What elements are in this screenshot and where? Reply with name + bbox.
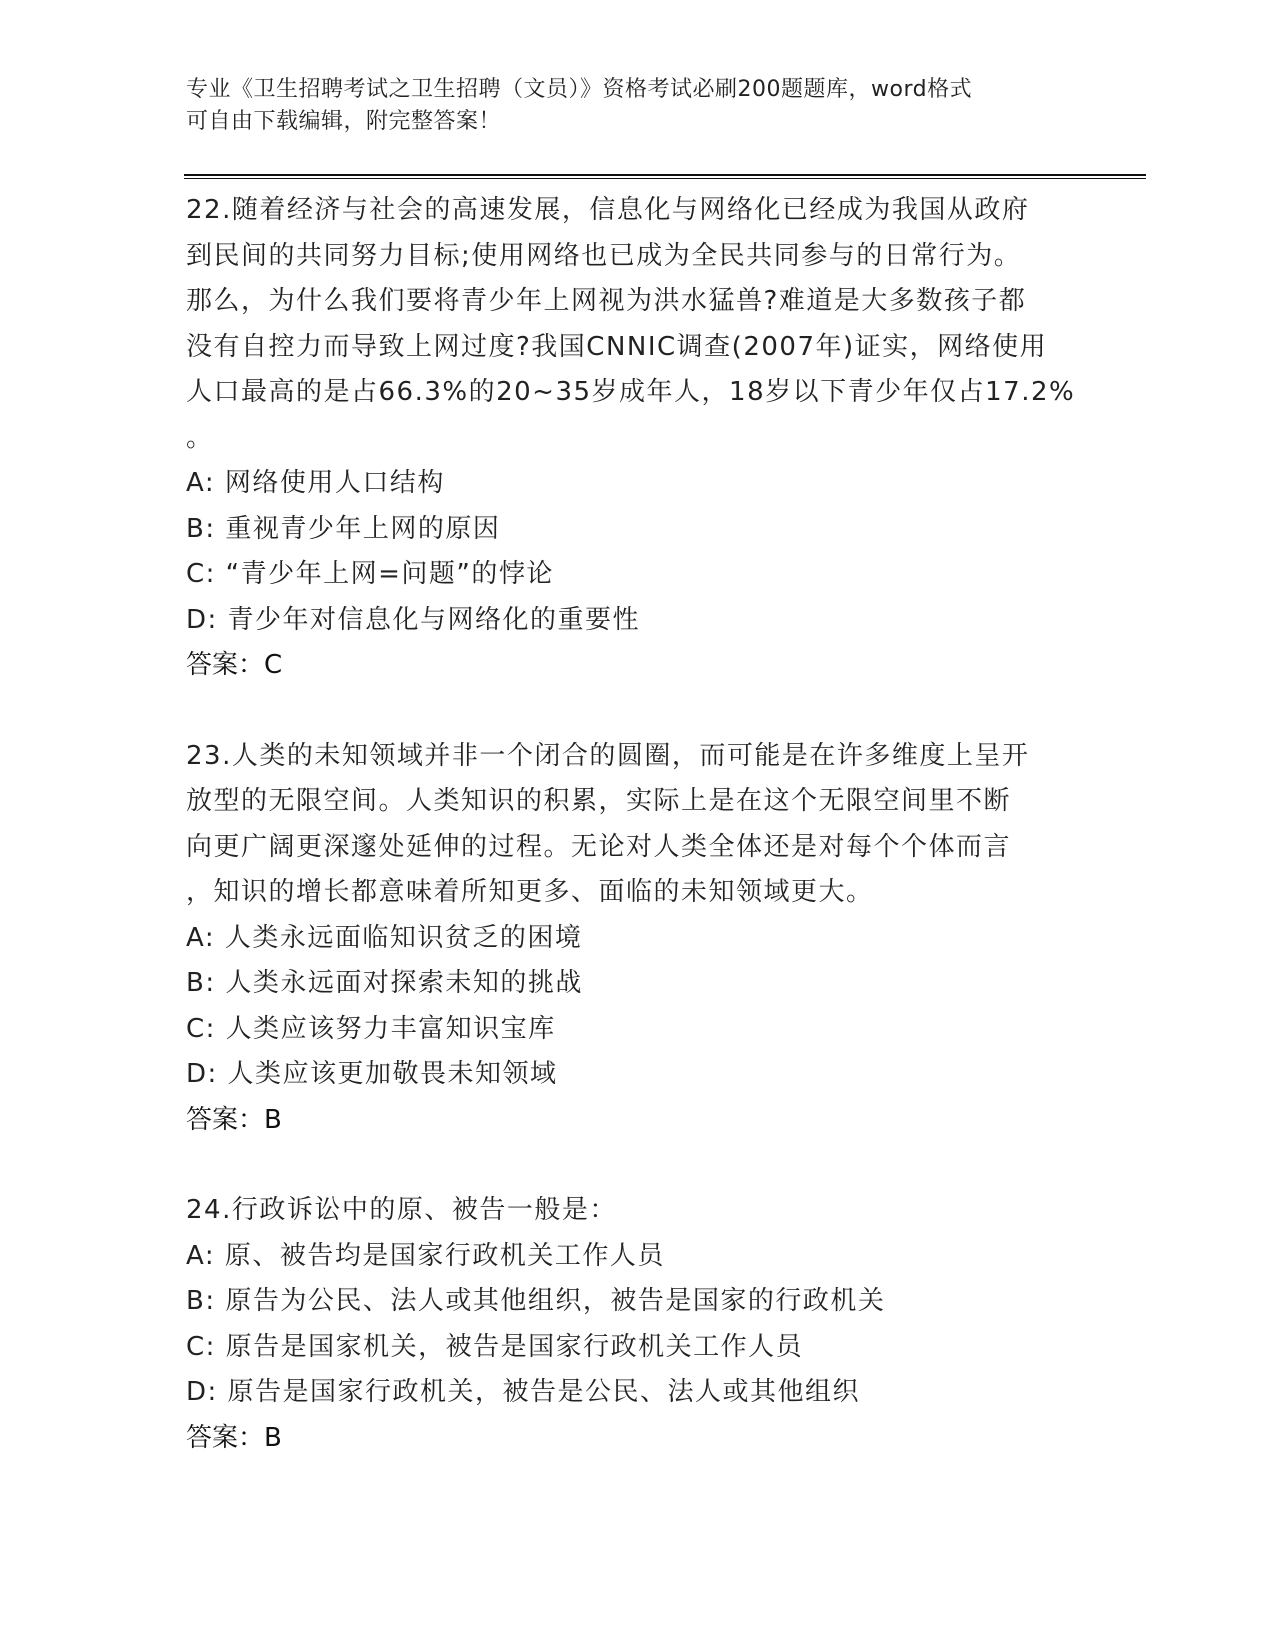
option-b: B: 重视青少年上网的原因: [186, 513, 501, 544]
question-text-line: 那么，为什么我们要将青少年上网视为洪水猛兽?难道是大多数孩子都: [186, 286, 1027, 316]
question-text-line: 22.随着经济与社会的高速发展，信息化与网络化已经成为我国从政府: [186, 195, 1030, 225]
header-line: 可自由下载编辑，附完整答案！: [186, 109, 502, 134]
option-a: A: 网络使用人口结构: [186, 468, 445, 498]
question-22: [186, 188, 1086, 689]
header-line: 专业《卫生招聘考试之卫生招聘（文员）》资格考试必刷200题题库，word格式: [186, 77, 973, 102]
question-text-line: 放型的无限空间。人类知识的积累，实际上是在这个无限空间里不断: [186, 786, 1012, 816]
answer: 答案：C: [186, 650, 283, 680]
answer: 答案：B: [186, 1104, 282, 1135]
option-d: D: 青少年对信息化与网络化的重要性: [186, 604, 641, 635]
question-24: [186, 1188, 1086, 1461]
question-text-line: ，知识的增长都意味着所知更多、面临的未知领域更大。: [186, 877, 874, 907]
option-d: D: 原告是国家行政机关，被告是公民、法人或其他组织: [186, 1377, 861, 1407]
option-d: D: 人类应该更加敬畏未知领域: [186, 1059, 558, 1089]
question-text-line: 向更广阔更深邃处延伸的过程。无论对人类全体还是对每个个体而言: [186, 831, 1012, 862]
option-b: B: 原告为公民、法人或其他组织，被告是国家的行政机关: [186, 1286, 886, 1316]
option-c: C: “青少年上网=问题”的悖论: [186, 559, 554, 589]
option-a: A: 原、被告均是国家行政机关工作人员: [186, 1240, 665, 1271]
option-c: C: 原告是国家机关，被告是国家行政机关工作人员: [186, 1331, 804, 1362]
option-a: A: 人类永远面临知识贫乏的困境: [186, 922, 583, 953]
header-divider: [184, 174, 1146, 179]
answer: 答案：B: [186, 1422, 282, 1453]
question-text-line: 人口最高的是占66.3%的20~35岁成年人，18岁以下青少年仅占17.2%: [186, 377, 1076, 407]
question-list: [186, 188, 1086, 1506]
question-text-line: 23.人类的未知领域并非一个闭合的圆圈，而可能是在许多维度上呈开: [186, 740, 1030, 771]
question-text-line: 。: [186, 422, 214, 453]
option-b: B: 人类永远面对探索未知的挑战: [186, 968, 583, 998]
question-text-line: 24.行政诉讼中的原、被告一般是：: [186, 1195, 617, 1225]
question-text-line: 到民间的共同努力目标;使用网络也已成为全民共同参与的日常行为。: [186, 240, 1022, 271]
document-header: [186, 74, 1066, 138]
question-23: [186, 734, 1086, 1144]
question-text-line: 没有自控力而导致上网过度?我国CNNIC调查(2007年)证实，网络使用: [186, 331, 1048, 362]
option-c: C: 人类应该努力丰富知识宝库: [186, 1013, 556, 1044]
